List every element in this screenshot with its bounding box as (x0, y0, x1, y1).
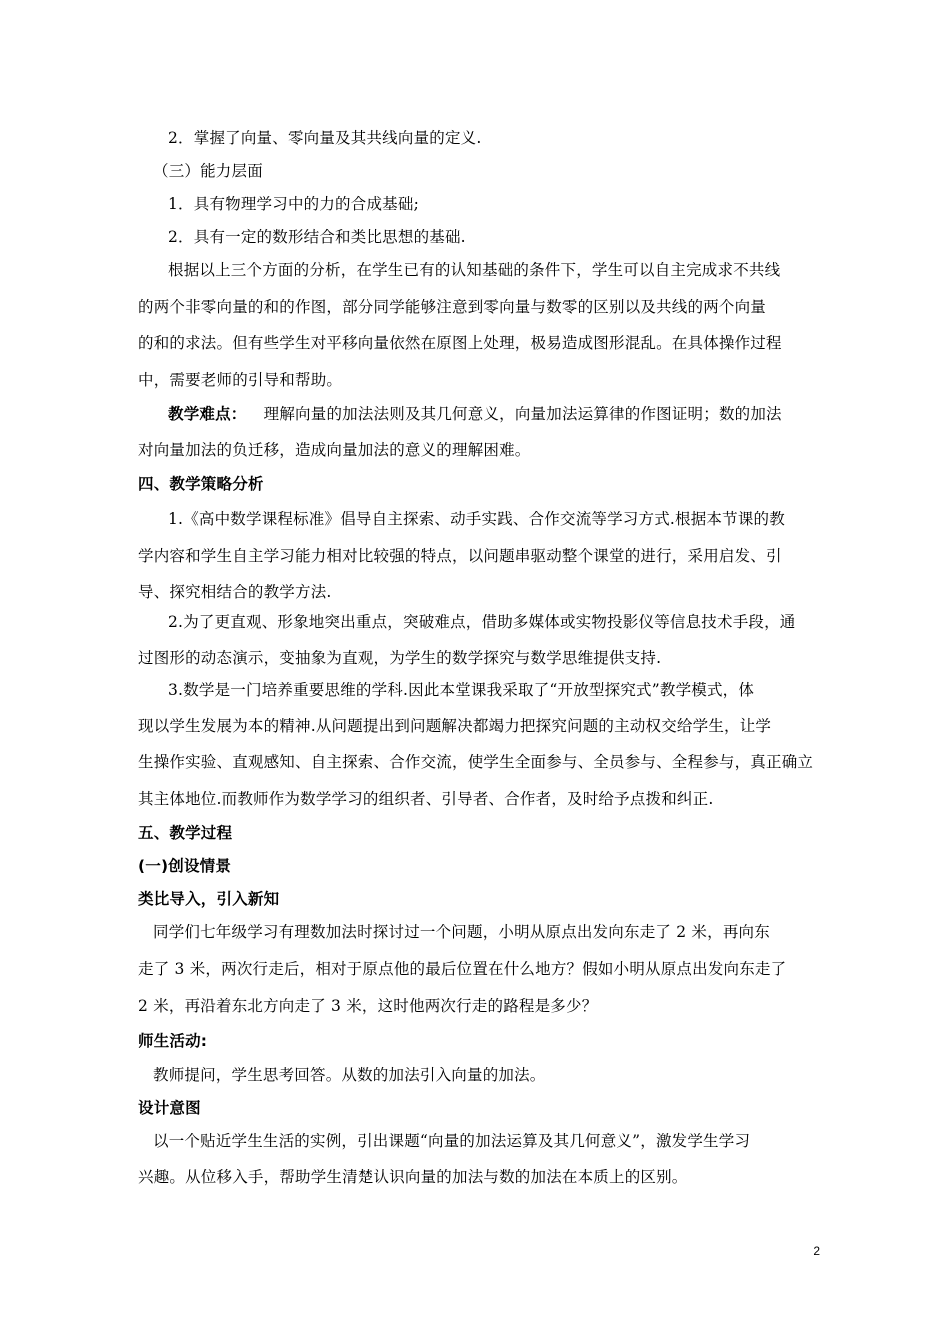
paragraph-line: 导、探究相结合的教学方法. (138, 583, 332, 601)
difficulty-text: 理解向量的加法法则及其几何意义，向量加法运算律的作图证明；数的加法 (263, 405, 782, 423)
subsection-heading: 设计意图 (138, 1099, 201, 1117)
paragraph-line: 2.为了更直观、形象地突出重点，突破难点，借助多媒体或实物投影仪等信息技术手段，通 (168, 613, 796, 631)
paragraph-line: 兴趣。从位移入手，帮助学生清楚认识向量的加法与数的加法在本质上的区别。 (138, 1168, 688, 1186)
paragraph-line: 的两个非零向量的和的作图，部分同学能够注意到零向量与数零的区别以及共线的两个向量 (138, 298, 767, 316)
paragraph-line: 学内容和学生自主学习能力相对比较强的特点，以问题串驱动整个课堂的进行，采用启发、引 (138, 547, 782, 565)
paragraph-line: 中，需要老师的引导和帮助。 (138, 371, 343, 389)
paragraph-line: 1.《高中数学课程标准》倡导自主探索、动手实践、合作交流等学习方式.根据本节课的教 (168, 510, 785, 528)
subsection-heading: 师生活动: (138, 1032, 208, 1050)
paragraph-line: 现以学生发展为本的精神.从问题提出到问题解决都竭力把探究问题的主动权交给学生，让学 (138, 717, 772, 735)
paragraph-line: 根据以上三个方面的分析，在学生已有的认知基础的条件下，学生可以自主完成求不共线 (168, 261, 781, 279)
subsection-heading: (一)创设情景 (138, 857, 232, 875)
paragraph-line: 同学们七年级学习有理数加法时探讨过一个问题，小明从原点出发向东走了 2 米，再向东 (153, 923, 770, 941)
difficulty-line (168, 404, 848, 424)
paragraph-line: 教师提问，学生思考回答。从数的加法引入向量的加法。 (153, 1066, 546, 1084)
paragraph-line: 对向量加法的负迁移，造成向量加法的意义的理解困难。 (138, 441, 531, 459)
section-heading: 四、教学策略分析 (138, 475, 264, 493)
text-line: 2．掌握了向量、零向量及其共线向量的定义. (168, 129, 482, 147)
paragraph-line: 生操作实验、直观感知、自主探索、合作交流，使学生全面参与、全员参与、全程参与，真正确立 (138, 753, 814, 771)
paragraph-line: 走了 3 米，两次行走后，相对于原点他的最后位置在什么地方？假如小明从原点出发向东走了 (138, 960, 787, 978)
section-heading: 五、教学过程 (138, 824, 233, 842)
subsection-heading: （三）能力层面 (153, 162, 263, 180)
text-line: 1．具有物理学习中的力的合成基础; (168, 195, 419, 213)
difficulty-label: 教学难点： (168, 405, 247, 423)
paragraph-line: 其主体地位.而教师作为数学学习的组织者、引导者、合作者，及时给予点拨和纠正. (138, 790, 714, 808)
text-line: 2．具有一定的数形结合和类比思想的基础. (168, 228, 466, 246)
paragraph-line: 过图形的动态演示，变抽象为直观，为学生的数学探究与数学思维提供支持. (138, 649, 662, 667)
paragraph-line: 的和的求法。但有些学生对平移向量依然在原图上处理，极易造成图形混乱。在具体操作过程 (138, 334, 782, 352)
paragraph-line: 3.数学是一门培养重要思维的学科.因此本堂课我采取了“开放型探究式”教学模式，体 (168, 681, 755, 699)
paragraph-line: 2 米，再沿着东北方向走了 3 米，这时他两次行走的路程是多少？ (138, 997, 598, 1015)
subsection-heading: 类比导入，引入新知 (138, 890, 280, 908)
page-number: 2 (813, 1244, 820, 1258)
paragraph-line: 以一个贴近学生生活的实例，引出课题“向量的加法运算及其几何意义”，激发学生学习 (153, 1132, 751, 1150)
